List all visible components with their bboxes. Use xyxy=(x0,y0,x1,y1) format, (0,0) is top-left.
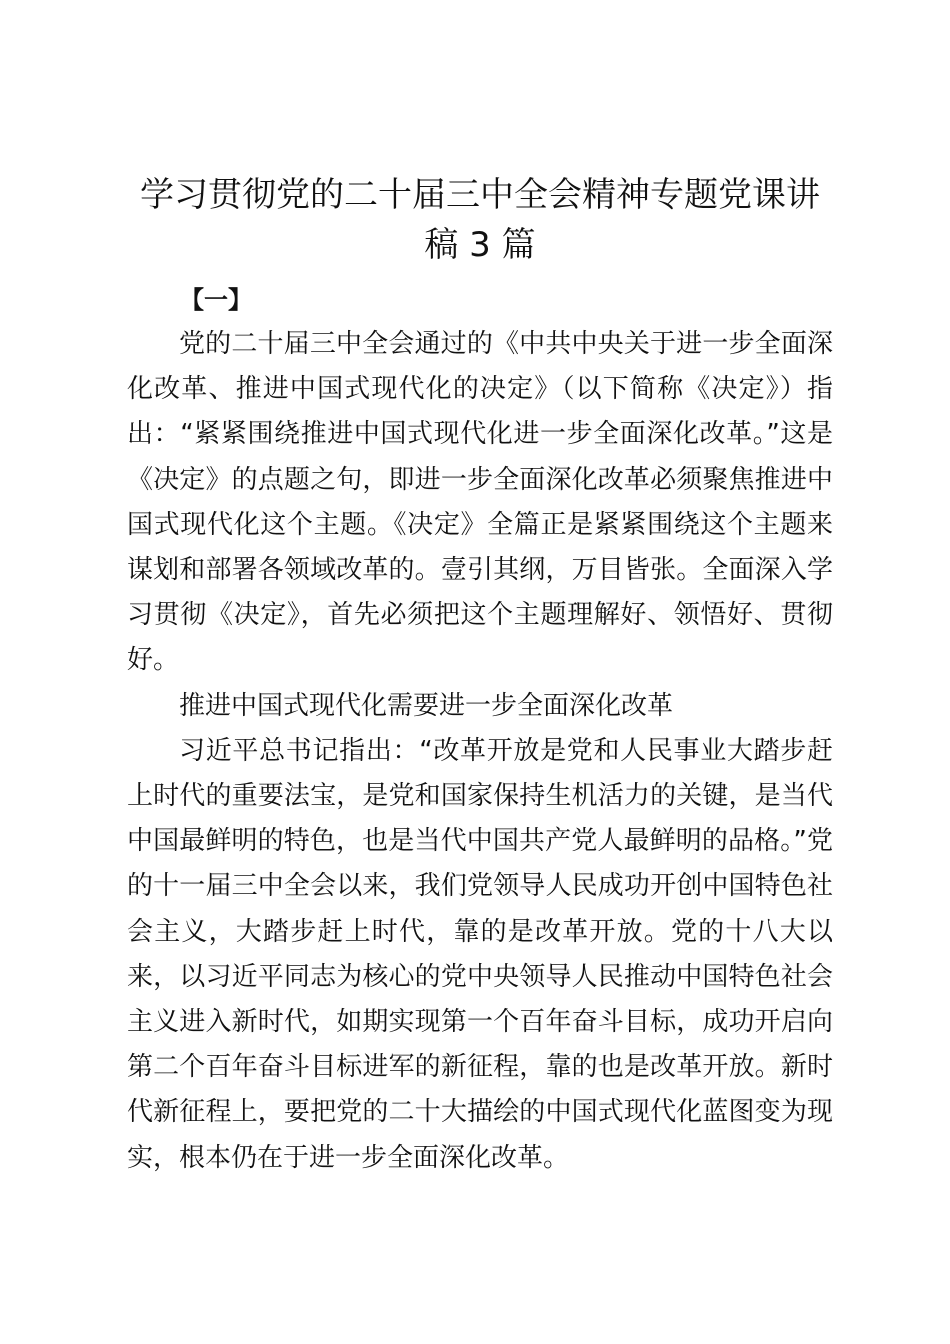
section-label: 【一】 xyxy=(180,286,252,314)
paragraph-1: 党的二十届三中全会通过的《中共中央关于进一步全面深化改革、推进中国式现代化的决定》（以下简称《决定》）指出：“紧紧围绕推进中国式现代化进一步全面深化改革。”这是《决定》的点题之句，即进一步全面深化改革必须聚焦推进中国式现代化这个主题。《决定》全篇正是紧紧围绕这个主题来谋划和部署各领域改革的。壹引其纲，万目皆张。全面深入学习贯彻《决定》，首先必须把这个主题理解好、领悟好、贯彻好。 xyxy=(127,329,833,676)
section-heading: 推进中国式现代化需要进一步全面深化改革 xyxy=(179,690,674,721)
document-title xyxy=(110,170,850,270)
document-body xyxy=(127,322,833,1181)
paragraph-2: 习近平总书记指出：“改革开放是党和人民事业大踏步赶上时代的重要法宝，是党和国家保持生机活力的关键，是当代中国最鲜明的特色，也是当代中国共产党人最鲜明的品格。”党的十一届三中全会以来，我们党领导人民成功开创中国特色社会主义，大踏步赶上时代，靠的是改革开放。党的十八大以来，以习近平同志为核心的党中央领导人民推动中国特色社会主义进入新时代，如期实现第一个百年奋斗目标，成功开启向第二个百年奋斗目标进军的新征程，靠的也是改革开放。新时代新征程上，要把党的二十大描绘的中国式现代化蓝图变为现实，根本仍在于进一步全面深化改革。 xyxy=(127,735,833,1173)
title-line-1: 学习贯彻党的二十届三中全会精神专题党课讲 xyxy=(140,175,820,215)
title-line-2: 稿 3 篇 xyxy=(424,225,536,265)
